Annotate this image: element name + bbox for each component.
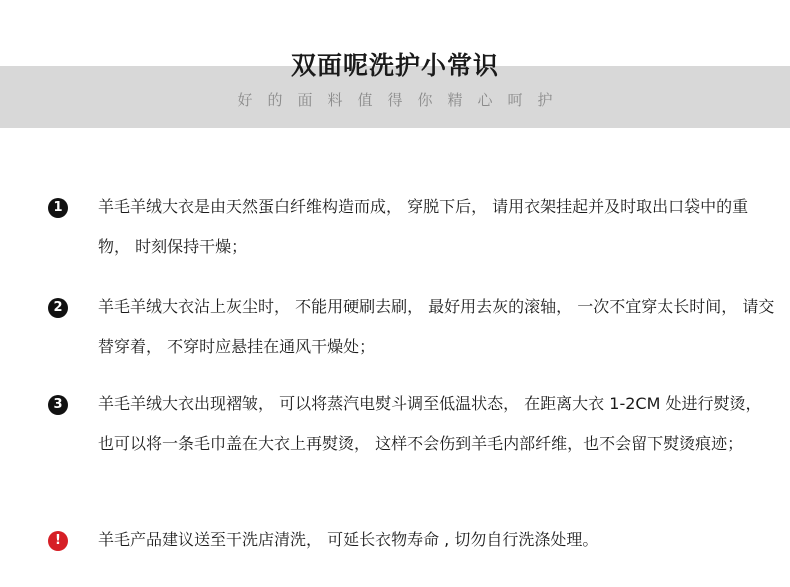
care-tip-1	[48, 196, 778, 267]
number-1-icon: 1	[48, 198, 68, 218]
care-tip-text: 羊毛产品建议送至干洗店清洗， 可延长衣物寿命 , 切勿自行洗涤处理。	[98, 530, 599, 549]
number-3-icon: 3	[48, 395, 68, 415]
page-title: 双面呢洗护小常识	[290, 51, 499, 80]
care-tip-text: 羊毛羊绒大衣是由天然蛋白纤维构造而成， 穿脱下后， 请用衣架挂起并及时取出口袋中的重物， 时刻保持干燥；	[98, 197, 749, 256]
warning-icon: !	[48, 531, 68, 551]
care-tip-text: 羊毛羊绒大衣沾上灰尘时， 不能用硬刷去刷， 最好用去灰的滚轴， 一次不宜穿太长时间， 请交替穿着， 不穿时应悬挂在通风干燥处；	[98, 297, 775, 356]
care-tip-2	[48, 296, 778, 367]
care-tip-warning	[48, 529, 778, 560]
number-2-icon: 2	[48, 298, 68, 318]
page-subtitle: 好的面料值得你精心呵护	[237, 91, 568, 109]
care-tip-3	[48, 393, 778, 464]
care-tip-text: 羊毛羊绒大衣出现褶皱， 可以将蒸汽电熨斗调至低温状态， 在距离大衣 1-2CM 处进行熨烫， 也可以将一条毛巾盖在大衣上再熨烫， 这样不会伤到羊毛内部纤维，也不会留下熨烫痕迹；	[98, 394, 762, 453]
